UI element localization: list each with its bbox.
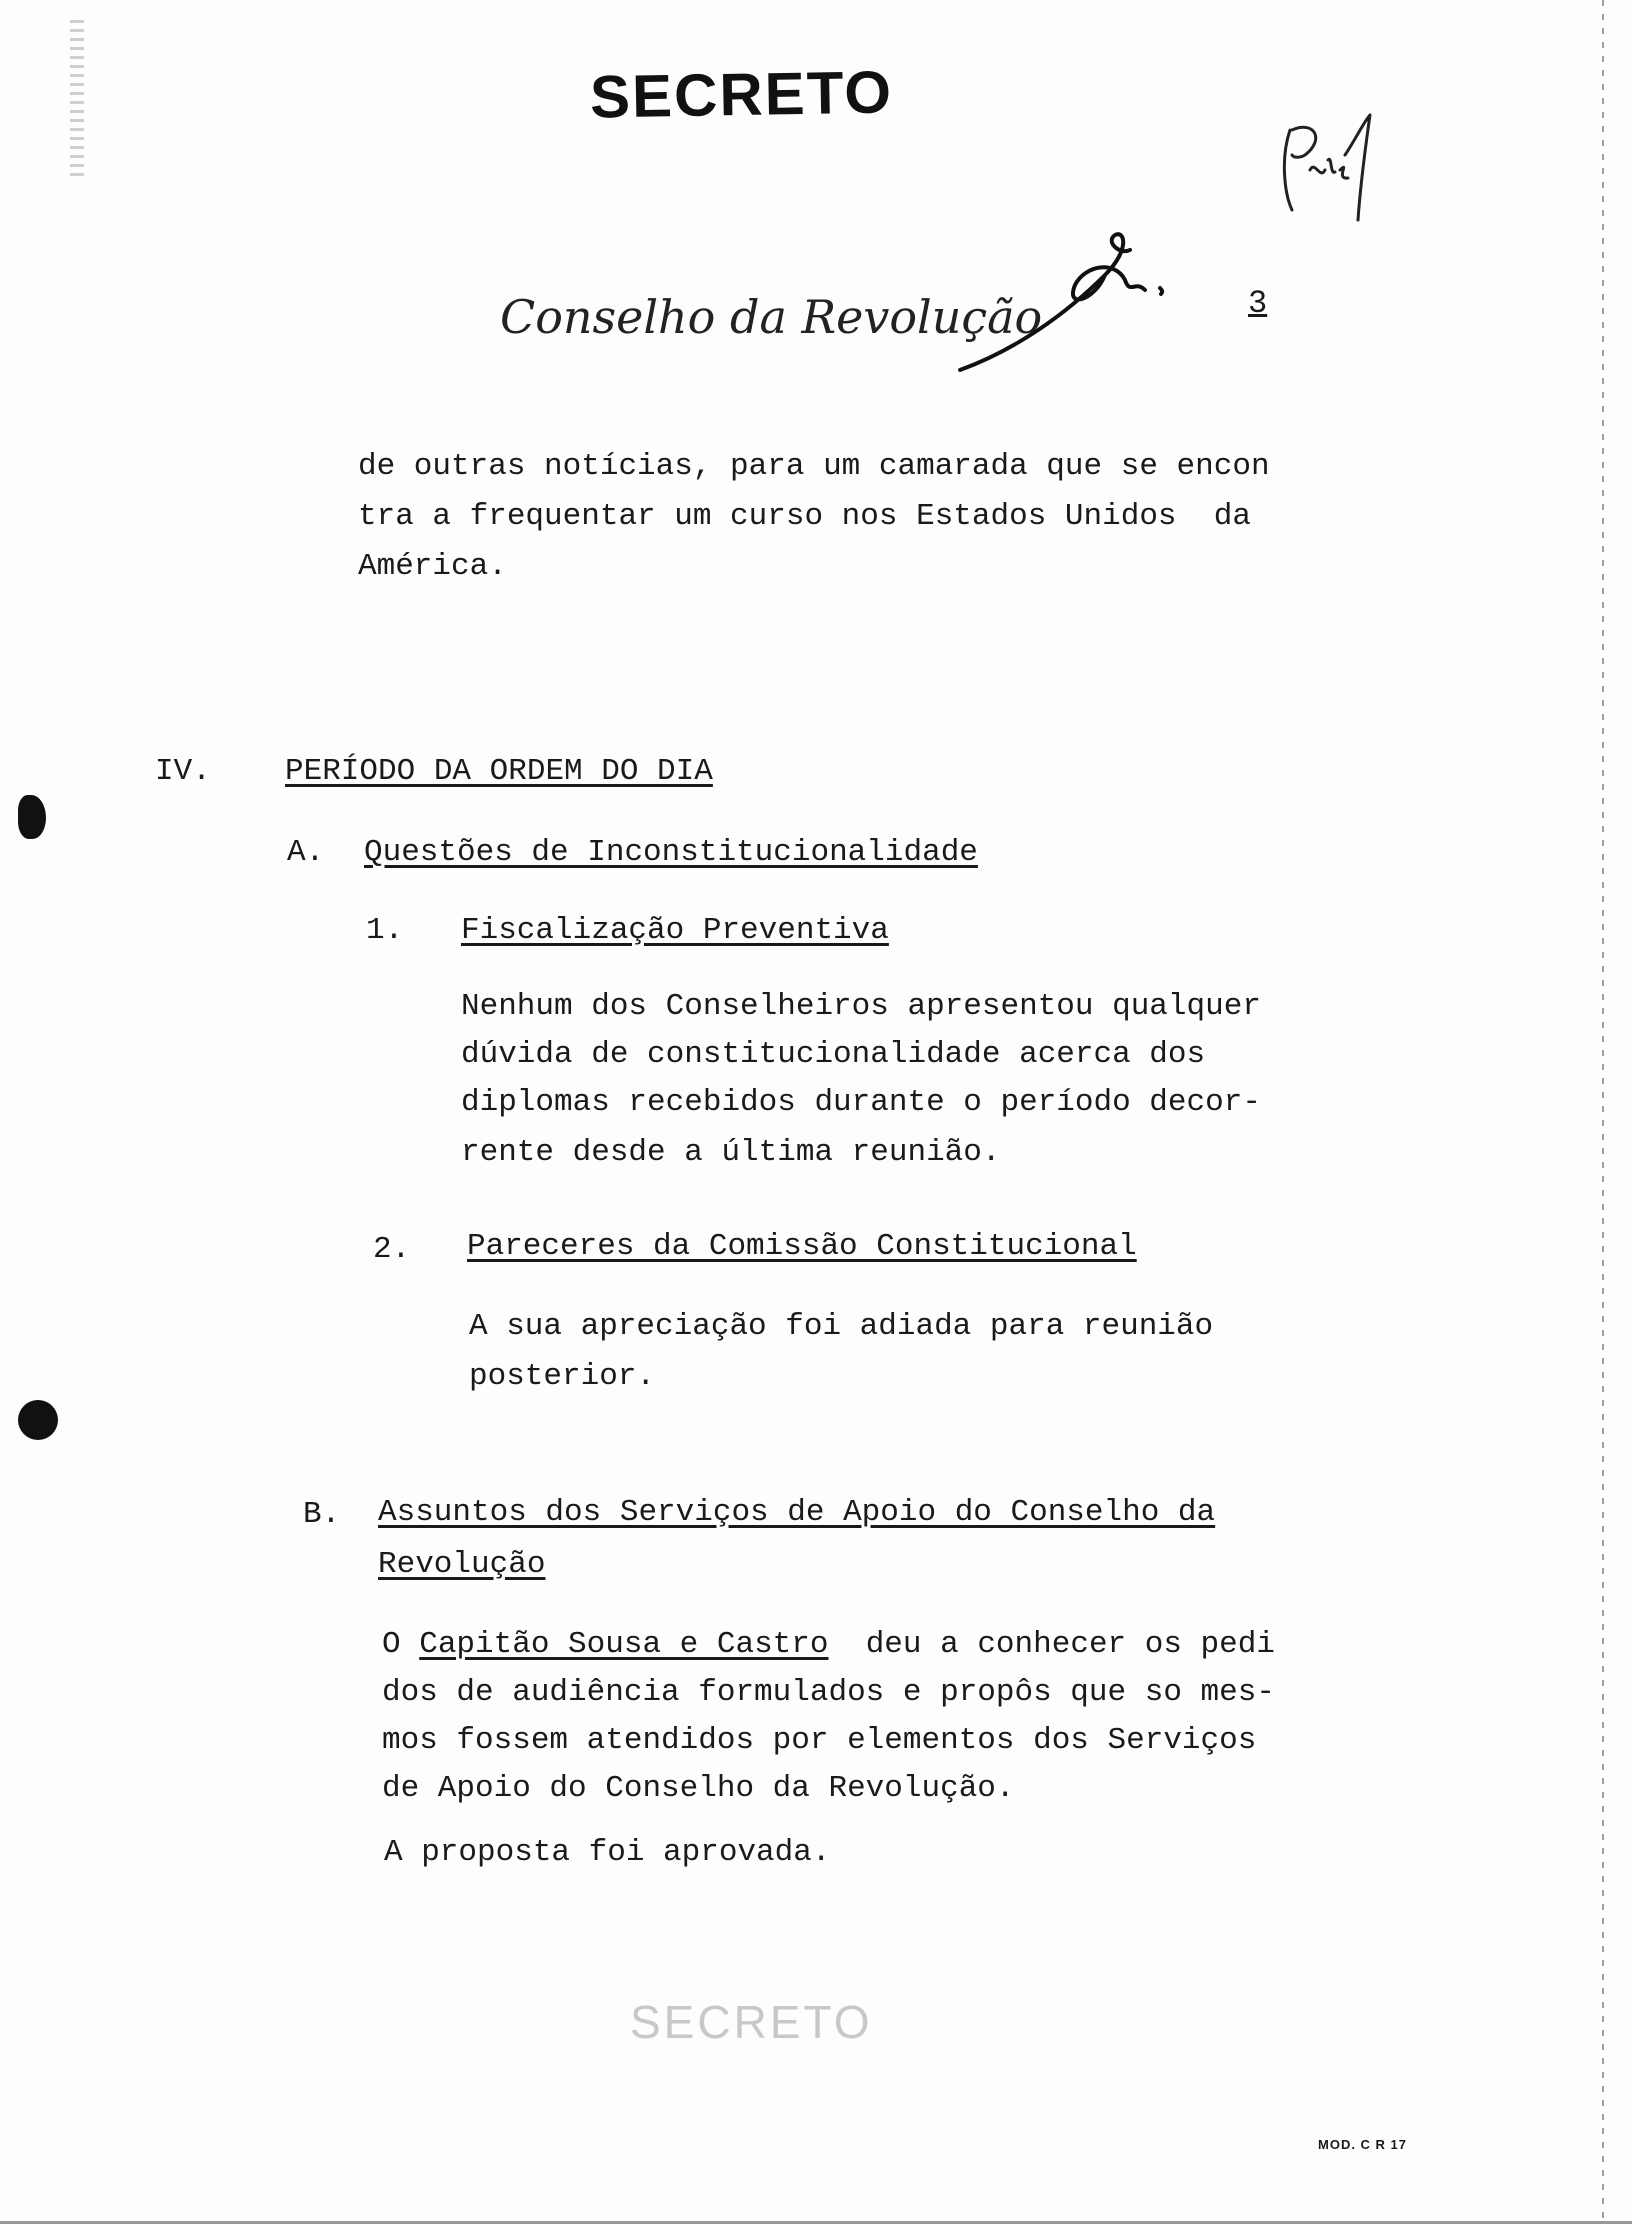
form-code: MOD. C R 17 <box>1318 2137 1408 2152</box>
subsection-b-title-1: Assuntos dos Serviços de Apoio do Conselho da <box>378 1495 1216 1530</box>
item-2-number: 2. <box>373 1232 411 1267</box>
item-1-title: Fiscalização Preventiva <box>461 913 889 948</box>
para-b-line-2: dos de audiência formulados e propôs que so mes- <box>382 1675 1275 1710</box>
para-b-line-4: de Apoio do Conselho da Revolução. <box>382 1771 1015 1806</box>
punch-hole-top <box>18 795 46 839</box>
punch-hole-bottom <box>18 1400 58 1440</box>
subsection-a-title: Questões de Inconstitucionalidade <box>364 835 978 870</box>
subsection-b-title-2: Revolução <box>378 1547 546 1582</box>
page-number: 3 <box>1248 285 1268 322</box>
intro-line-3: América. <box>358 549 507 584</box>
item-2-title: Pareceres da Comissão Constitucional <box>467 1229 1137 1264</box>
para-b-line-3: mos fossem atendidos por elementos dos Serviços <box>382 1723 1257 1758</box>
subsection-a-letter: A. <box>287 835 325 870</box>
item-1-line-1: Nenhum dos Conselheiros apresentou qualquer <box>461 989 1261 1024</box>
item-1-number: 1. <box>366 913 404 948</box>
item-1-line-3: diplomas recebidos durante o período decor- <box>461 1085 1261 1120</box>
intro-line-1: de outras notícias, para um camarada que se encon <box>358 449 1270 484</box>
item-2-line-1: A sua apreciação foi adiada para reunião <box>469 1309 1214 1344</box>
item-1-line-4: rente desde a última reunião. <box>461 1135 1001 1170</box>
conclusion: A proposta foi aprovada. <box>384 1835 831 1870</box>
para-b-person-name: Capitão Sousa e Castro <box>419 1627 829 1662</box>
handwritten-initials <box>1270 100 1380 230</box>
section-title: PERÍODO DA ORDEM DO DIA <box>285 754 713 789</box>
faint-classification-stamp: SECRETO <box>630 1996 873 2048</box>
para-b-line-1 <box>382 1620 1275 1670</box>
para-b-prefix: O <box>382 1627 420 1662</box>
intro-line-2: tra a frequentar um curso nos Estados Unidos da <box>358 499 1251 534</box>
section-number: IV. <box>155 754 211 789</box>
letterhead: Conselho da Revolução <box>500 290 1043 344</box>
scan-edge-right <box>1602 0 1604 2224</box>
para-b-line-1-rest: deu a conhecer os pedi <box>828 1627 1275 1662</box>
scan-edge-left <box>70 20 84 180</box>
classification-stamp: SECRETO <box>589 58 894 131</box>
subsection-b-letter: B. <box>303 1497 341 1532</box>
item-2-line-2: posterior. <box>469 1359 656 1394</box>
item-1-line-2: dúvida de constitucionalidade acerca dos <box>461 1037 1206 1072</box>
